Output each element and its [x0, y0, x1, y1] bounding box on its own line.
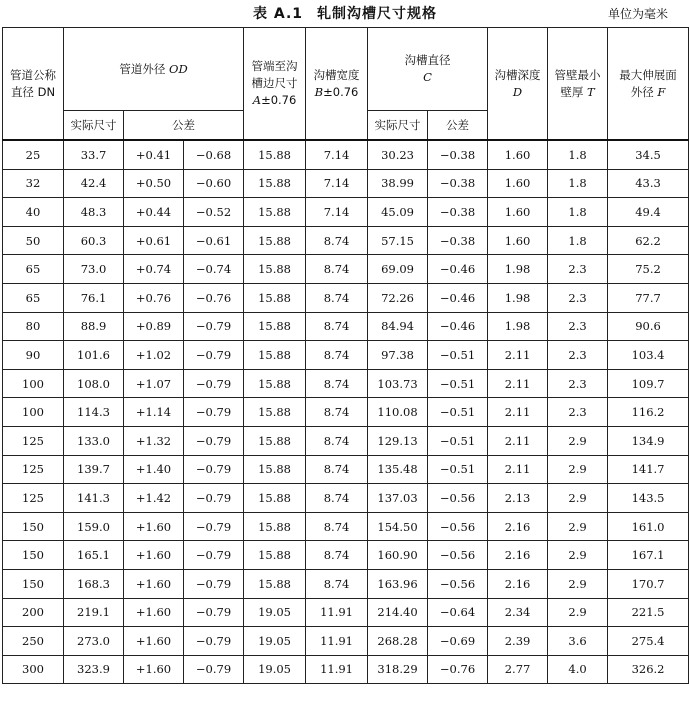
cell-t: 2.3 [548, 255, 608, 284]
cell-od-tol-minus: −0.79 [184, 398, 244, 427]
cell-b: 11.91 [306, 598, 368, 627]
cell-d: 2.16 [488, 569, 548, 598]
table-row [3, 426, 689, 455]
cell-od-actual: 219.1 [64, 598, 124, 627]
cell-c-actual: 268.28 [368, 627, 428, 656]
table-row [3, 598, 689, 627]
cell-dn: 50 [3, 226, 64, 255]
cell-od-tol-minus: −0.52 [184, 198, 244, 227]
cell-d: 2.11 [488, 341, 548, 370]
cell-a: 15.88 [244, 312, 306, 341]
table-row [3, 255, 689, 284]
cell-a: 15.88 [244, 455, 306, 484]
cell-dn: 100 [3, 369, 64, 398]
cell-d: 2.11 [488, 369, 548, 398]
header-d: 沟槽深度 D [488, 28, 548, 141]
cell-b: 7.14 [306, 198, 368, 227]
cell-dn: 200 [3, 598, 64, 627]
table-row [3, 341, 689, 370]
cell-t: 2.9 [548, 484, 608, 513]
cell-b: 8.74 [306, 283, 368, 312]
cell-c-tolerance: −0.38 [428, 198, 488, 227]
cell-od-tol-minus: −0.60 [184, 169, 244, 198]
table-row [3, 627, 689, 656]
cell-d: 2.11 [488, 398, 548, 427]
cell-f: 116.2 [608, 398, 689, 427]
cell-od-actual: 88.9 [64, 312, 124, 341]
cell-t: 2.9 [548, 512, 608, 541]
cell-t: 2.3 [548, 283, 608, 312]
cell-d: 2.11 [488, 426, 548, 455]
table-row [3, 541, 689, 570]
cell-c-actual: 45.09 [368, 198, 428, 227]
header-c-tolerance: 公差 [428, 111, 488, 141]
header-od-tolerance: 公差 [124, 111, 244, 141]
cell-c-tolerance: −0.46 [428, 255, 488, 284]
cell-od-actual: 108.0 [64, 369, 124, 398]
cell-f: 326.2 [608, 655, 689, 684]
cell-f: 134.9 [608, 426, 689, 455]
cell-c-actual: 30.23 [368, 140, 428, 169]
cell-t: 2.9 [548, 455, 608, 484]
cell-d: 2.13 [488, 484, 548, 513]
cell-a: 15.88 [244, 226, 306, 255]
cell-od-actual: 139.7 [64, 455, 124, 484]
cell-c-actual: 160.90 [368, 541, 428, 570]
table-row [3, 283, 689, 312]
cell-dn: 80 [3, 312, 64, 341]
cell-od-tol-plus: +1.60 [124, 627, 184, 656]
cell-c-tolerance: −0.56 [428, 512, 488, 541]
table-title-text: 轧制沟槽尺寸规格 [317, 6, 438, 22]
cell-b: 8.74 [306, 341, 368, 370]
cell-d: 2.16 [488, 541, 548, 570]
cell-dn: 250 [3, 627, 64, 656]
cell-f: 143.5 [608, 484, 689, 513]
cell-c-tolerance: −0.69 [428, 627, 488, 656]
cell-c-tolerance: −0.38 [428, 169, 488, 198]
cell-od-tol-minus: −0.61 [184, 226, 244, 255]
cell-od-actual: 76.1 [64, 283, 124, 312]
cell-c-tolerance: −0.46 [428, 312, 488, 341]
cell-c-actual: 154.50 [368, 512, 428, 541]
cell-c-actual: 135.48 [368, 455, 428, 484]
cell-b: 8.74 [306, 541, 368, 570]
table-number: 表 A.1 [252, 6, 304, 22]
cell-f: 90.6 [608, 312, 689, 341]
cell-od-tol-minus: −0.79 [184, 369, 244, 398]
cell-od-tol-plus: +0.50 [124, 169, 184, 198]
cell-c-tolerance: −0.56 [428, 569, 488, 598]
cell-t: 2.3 [548, 398, 608, 427]
cell-b: 7.14 [306, 169, 368, 198]
cell-od-tol-minus: −0.68 [184, 140, 244, 169]
cell-d: 1.60 [488, 198, 548, 227]
cell-c-actual: 69.09 [368, 255, 428, 284]
table-row [3, 169, 689, 198]
cell-c-actual: 163.96 [368, 569, 428, 598]
cell-od-tol-minus: −0.76 [184, 283, 244, 312]
cell-od-tol-minus: −0.79 [184, 484, 244, 513]
table-row [3, 226, 689, 255]
cell-a: 15.88 [244, 484, 306, 513]
cell-dn: 65 [3, 283, 64, 312]
cell-dn: 125 [3, 426, 64, 455]
cell-od-tol-plus: +1.60 [124, 569, 184, 598]
cell-t: 2.9 [548, 569, 608, 598]
cell-dn: 65 [3, 255, 64, 284]
cell-t: 3.6 [548, 627, 608, 656]
cell-a: 15.88 [244, 398, 306, 427]
cell-c-tolerance: −0.46 [428, 283, 488, 312]
cell-od-tol-minus: −0.79 [184, 541, 244, 570]
cell-a: 15.88 [244, 198, 306, 227]
cell-od-tol-minus: −0.79 [184, 598, 244, 627]
cell-f: 167.1 [608, 541, 689, 570]
cell-a: 15.88 [244, 541, 306, 570]
cell-od-actual: 60.3 [64, 226, 124, 255]
cell-od-tol-minus: −0.79 [184, 312, 244, 341]
cell-od-tol-plus: +1.60 [124, 541, 184, 570]
cell-od-tol-minus: −0.79 [184, 426, 244, 455]
cell-od-actual: 165.1 [64, 541, 124, 570]
cell-b: 8.74 [306, 569, 368, 598]
cell-a: 19.05 [244, 655, 306, 684]
cell-a: 15.88 [244, 255, 306, 284]
header-a: 管端至沟 槽边尺寸 A±0.76 [244, 28, 306, 141]
table-row [3, 198, 689, 227]
cell-od-actual: 33.7 [64, 140, 124, 169]
cell-c-actual: 97.38 [368, 341, 428, 370]
cell-od-actual: 42.4 [64, 169, 124, 198]
cell-b: 8.74 [306, 455, 368, 484]
cell-od-actual: 114.3 [64, 398, 124, 427]
cell-od-actual: 73.0 [64, 255, 124, 284]
header-dn: 管道公称 直径 DN [3, 28, 64, 141]
cell-c-tolerance: −0.56 [428, 541, 488, 570]
cell-c-tolerance: −0.51 [428, 455, 488, 484]
header-od-actual: 实际尺寸 [64, 111, 124, 141]
table-row [3, 455, 689, 484]
cell-t: 2.3 [548, 341, 608, 370]
cell-od-actual: 141.3 [64, 484, 124, 513]
cell-od-tol-plus: +1.32 [124, 426, 184, 455]
cell-dn: 125 [3, 455, 64, 484]
cell-b: 8.74 [306, 226, 368, 255]
cell-od-tol-minus: −0.79 [184, 512, 244, 541]
cell-f: 141.7 [608, 455, 689, 484]
cell-f: 49.4 [608, 198, 689, 227]
cell-c-tolerance: −0.76 [428, 655, 488, 684]
cell-b: 8.74 [306, 369, 368, 398]
cell-t: 2.9 [548, 426, 608, 455]
cell-f: 43.3 [608, 169, 689, 198]
cell-t: 1.8 [548, 140, 608, 169]
cell-f: 62.2 [608, 226, 689, 255]
cell-dn: 150 [3, 541, 64, 570]
cell-dn: 40 [3, 198, 64, 227]
cell-f: 34.5 [608, 140, 689, 169]
cell-od-tol-minus: −0.79 [184, 341, 244, 370]
cell-f: 77.7 [608, 283, 689, 312]
cell-f: 275.4 [608, 627, 689, 656]
cell-od-tol-plus: +0.76 [124, 283, 184, 312]
cell-c-actual: 318.29 [368, 655, 428, 684]
header-c-actual: 实际尺寸 [368, 111, 428, 141]
cell-c-tolerance: −0.56 [428, 484, 488, 513]
cell-dn: 300 [3, 655, 64, 684]
table-row [3, 512, 689, 541]
cell-f: 103.4 [608, 341, 689, 370]
cell-od-tol-minus: −0.79 [184, 569, 244, 598]
cell-dn: 25 [3, 140, 64, 169]
cell-c-actual: 84.94 [368, 312, 428, 341]
cell-od-tol-plus: +0.74 [124, 255, 184, 284]
cell-b: 8.74 [306, 255, 368, 284]
header-f: 最大伸展面 外径 F [608, 28, 689, 141]
header-t: 管壁最小 壁厚 T [548, 28, 608, 141]
table-body [3, 140, 689, 684]
cell-d: 2.34 [488, 598, 548, 627]
cell-od-tol-plus: +1.60 [124, 512, 184, 541]
cell-dn: 100 [3, 398, 64, 427]
cell-c-tolerance: −0.51 [428, 398, 488, 427]
cell-c-actual: 214.40 [368, 598, 428, 627]
cell-c-tolerance: −0.38 [428, 140, 488, 169]
cell-a: 15.88 [244, 283, 306, 312]
cell-a: 15.88 [244, 569, 306, 598]
table-caption [0, 0, 690, 26]
cell-od-actual: 48.3 [64, 198, 124, 227]
cell-t: 2.9 [548, 541, 608, 570]
cell-a: 15.88 [244, 140, 306, 169]
cell-f: 170.7 [608, 569, 689, 598]
cell-od-tol-plus: +1.42 [124, 484, 184, 513]
cell-d: 2.11 [488, 455, 548, 484]
table-row [3, 569, 689, 598]
table-row [3, 312, 689, 341]
cell-od-tol-plus: +1.02 [124, 341, 184, 370]
cell-b: 8.74 [306, 398, 368, 427]
cell-od-actual: 159.0 [64, 512, 124, 541]
cell-f: 75.2 [608, 255, 689, 284]
cell-c-actual: 72.26 [368, 283, 428, 312]
cell-a: 19.05 [244, 598, 306, 627]
cell-f: 109.7 [608, 369, 689, 398]
cell-t: 1.8 [548, 198, 608, 227]
cell-a: 15.88 [244, 369, 306, 398]
cell-b: 8.74 [306, 512, 368, 541]
cell-a: 19.05 [244, 627, 306, 656]
unit-note: 单位为毫米 [607, 7, 668, 21]
cell-a: 15.88 [244, 512, 306, 541]
cell-a: 15.88 [244, 169, 306, 198]
cell-d: 1.98 [488, 255, 548, 284]
cell-c-actual: 110.08 [368, 398, 428, 427]
cell-od-tol-plus: +0.41 [124, 140, 184, 169]
cell-c-tolerance: −0.38 [428, 226, 488, 255]
cell-t: 1.8 [548, 169, 608, 198]
cell-t: 4.0 [548, 655, 608, 684]
table-title [0, 3, 690, 23]
cell-c-actual: 137.03 [368, 484, 428, 513]
cell-c-tolerance: −0.51 [428, 426, 488, 455]
cell-od-tol-plus: +1.60 [124, 655, 184, 684]
cell-od-tol-minus: −0.79 [184, 455, 244, 484]
cell-t: 2.9 [548, 598, 608, 627]
cell-c-actual: 103.73 [368, 369, 428, 398]
table-row [3, 140, 689, 169]
cell-od-actual: 323.9 [64, 655, 124, 684]
table-row [3, 655, 689, 684]
cell-d: 2.16 [488, 512, 548, 541]
cell-dn: 150 [3, 512, 64, 541]
cell-c-actual: 57.15 [368, 226, 428, 255]
cell-c-tolerance: −0.64 [428, 598, 488, 627]
cell-b: 8.74 [306, 426, 368, 455]
cell-dn: 90 [3, 341, 64, 370]
cell-od-actual: 101.6 [64, 341, 124, 370]
cell-b: 8.74 [306, 312, 368, 341]
cell-b: 7.14 [306, 140, 368, 169]
cell-f: 221.5 [608, 598, 689, 627]
cell-d: 1.60 [488, 169, 548, 198]
cell-c-tolerance: −0.51 [428, 369, 488, 398]
cell-od-actual: 133.0 [64, 426, 124, 455]
cell-dn: 125 [3, 484, 64, 513]
cell-d: 1.60 [488, 226, 548, 255]
cell-od-tol-minus: −0.79 [184, 655, 244, 684]
cell-b: 11.91 [306, 655, 368, 684]
cell-od-tol-plus: +1.40 [124, 455, 184, 484]
cell-od-tol-plus: +0.89 [124, 312, 184, 341]
header-b: 沟槽宽度 B±0.76 [306, 28, 368, 141]
cell-f: 161.0 [608, 512, 689, 541]
cell-d: 2.77 [488, 655, 548, 684]
cell-od-actual: 273.0 [64, 627, 124, 656]
cell-t: 2.3 [548, 369, 608, 398]
cell-a: 15.88 [244, 341, 306, 370]
cell-od-tol-minus: −0.74 [184, 255, 244, 284]
cell-c-actual: 129.13 [368, 426, 428, 455]
cell-t: 2.3 [548, 312, 608, 341]
cell-od-tol-plus: +0.61 [124, 226, 184, 255]
header-c: 沟槽直径 C [368, 28, 488, 111]
cell-od-tol-minus: −0.79 [184, 627, 244, 656]
cell-t: 1.8 [548, 226, 608, 255]
cell-d: 1.98 [488, 312, 548, 341]
cell-od-actual: 168.3 [64, 569, 124, 598]
cell-od-tol-plus: +1.07 [124, 369, 184, 398]
cell-dn: 32 [3, 169, 64, 198]
cell-od-tol-plus: +1.14 [124, 398, 184, 427]
cell-d: 2.39 [488, 627, 548, 656]
cell-dn: 150 [3, 569, 64, 598]
table-row [3, 369, 689, 398]
cell-d: 1.98 [488, 283, 548, 312]
groove-spec-table [2, 27, 689, 684]
table-row [3, 398, 689, 427]
cell-a: 15.88 [244, 426, 306, 455]
cell-od-tol-plus: +0.44 [124, 198, 184, 227]
cell-c-actual: 38.99 [368, 169, 428, 198]
cell-b: 8.74 [306, 484, 368, 513]
cell-c-tolerance: −0.51 [428, 341, 488, 370]
table-row [3, 484, 689, 513]
cell-b: 11.91 [306, 627, 368, 656]
cell-d: 1.60 [488, 140, 548, 169]
cell-od-tol-plus: +1.60 [124, 598, 184, 627]
header-od: 管道外径 OD [64, 28, 244, 111]
